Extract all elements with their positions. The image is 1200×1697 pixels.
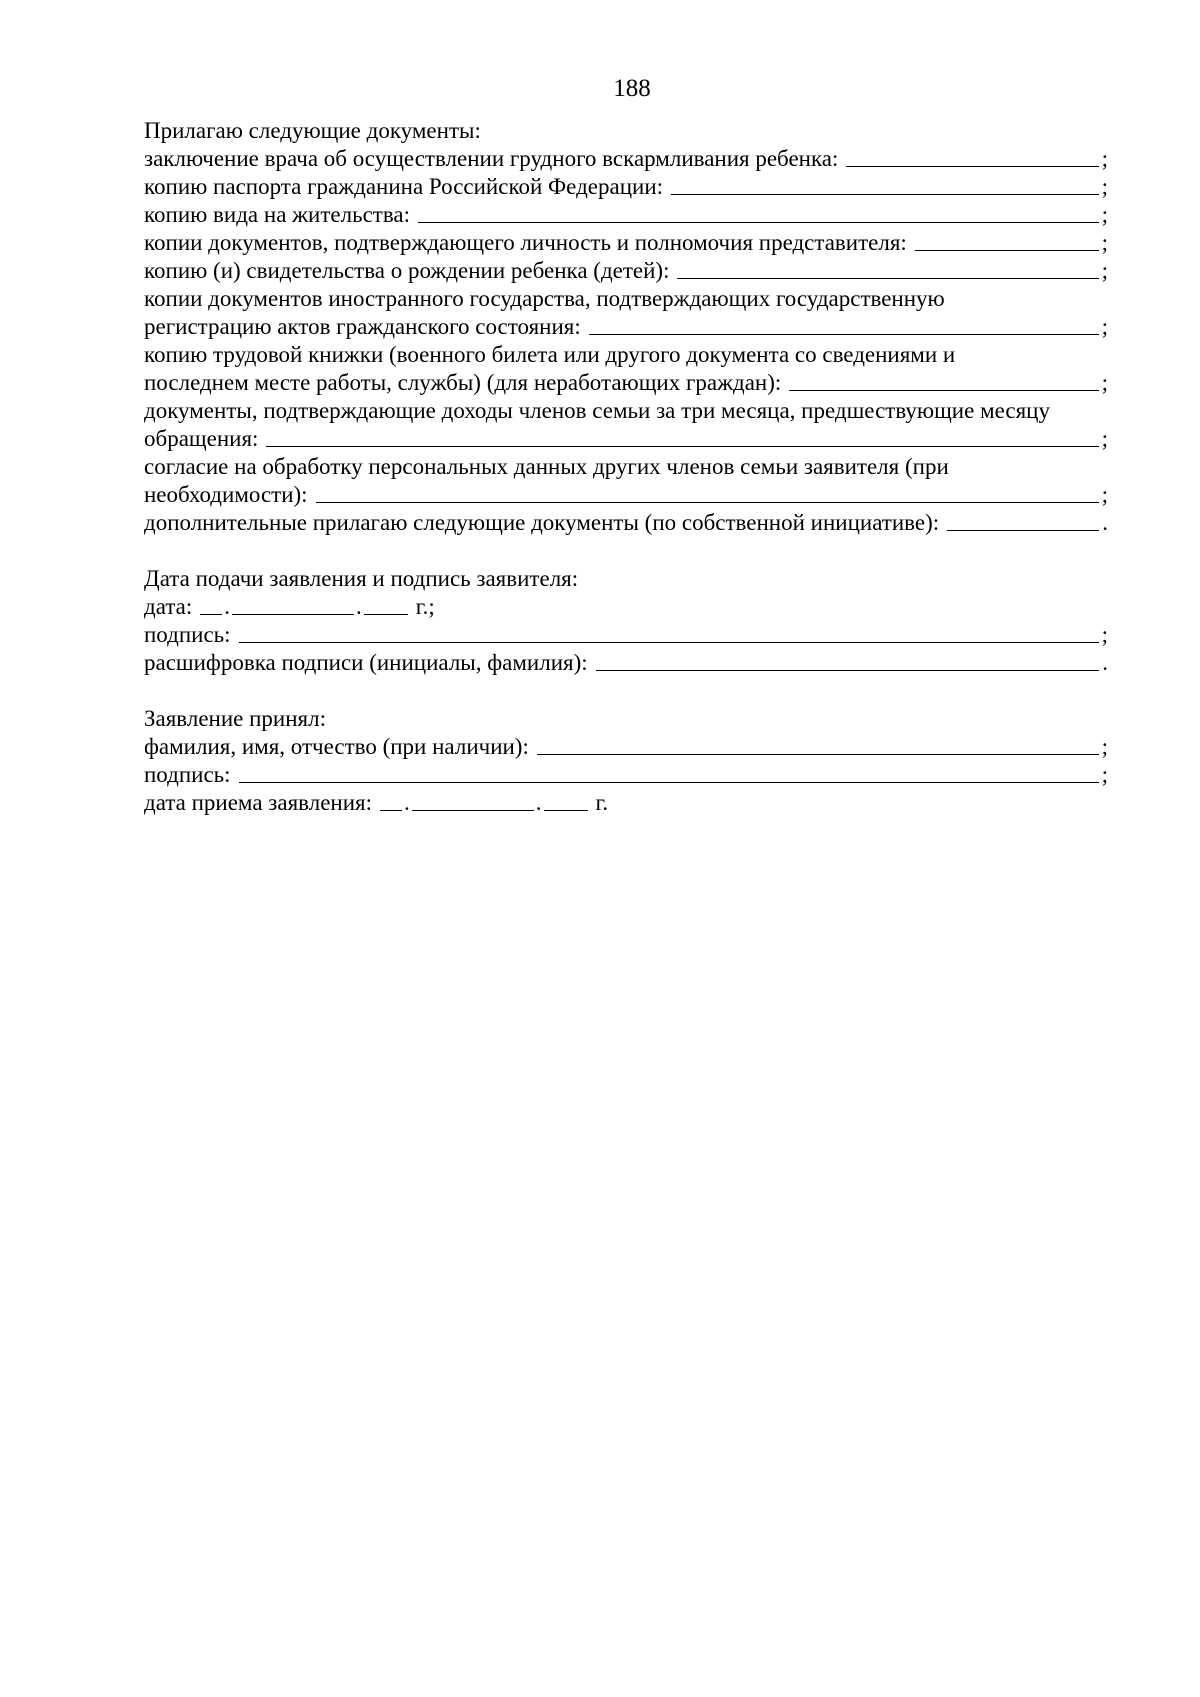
fio-field[interactable]	[537, 754, 1099, 755]
date-year-field[interactable]	[364, 614, 408, 615]
attachment-foreign-docs: регистрацию актов гражданского состояния: ;	[144, 314, 1108, 339]
fill-line[interactable]	[846, 166, 1098, 167]
signature-field[interactable]	[239, 782, 1099, 783]
attachment-residence-permit: копию вида на жительства: ;	[144, 202, 1108, 227]
attachment-passport: копию паспорта гражданина Российской Федерации: ;	[144, 174, 1108, 199]
fill-line[interactable]	[671, 194, 1099, 195]
date-month-field[interactable]	[232, 614, 354, 615]
submission-heading: Дата подачи заявления и подпись заявителя:	[144, 566, 579, 591]
fill-line[interactable]	[789, 390, 1098, 391]
attachment-breastfeeding: заключение врача об осуществлении грудного вскармливания ребенка: ;	[144, 146, 1108, 171]
submission-signature: подпись: ;	[144, 622, 1108, 647]
attachment-representative: копии документов, подтверждающего личность и полномочия представителя: ;	[144, 230, 1108, 255]
attachment-employment-line1: копию трудовой книжки (военного билета или другого документа со сведениями и	[144, 342, 956, 367]
attachment-consent: необходимости): ;	[144, 482, 1108, 507]
date-year-field[interactable]	[544, 810, 588, 811]
attachment-foreign-docs-line1: копии документов иностранного государства, подтверждающих государственную	[144, 286, 945, 311]
attachments-heading: Прилагаю следующие документы:	[144, 118, 481, 143]
decoding-field[interactable]	[596, 670, 1100, 671]
fill-line[interactable]	[418, 222, 1099, 223]
attachment-consent-line1: согласие на обработку персональных данных других членов семьи заявителя (при	[144, 454, 949, 479]
attachment-birth-certificate: копию (и) свидетельства о рождении ребенка (детей): ;	[144, 258, 1108, 283]
date-day-field[interactable]	[200, 614, 222, 615]
signature-field[interactable]	[239, 642, 1099, 643]
attachment-additional: дополнительные прилагаю следующие документы (по собственной инициативе): .	[144, 510, 1108, 535]
acceptance-date: дата приема заявления: . . г.	[144, 790, 609, 815]
acceptance-fio: фамилия, имя, отчество (при наличии): ;	[144, 734, 1108, 759]
acceptance-heading: Заявление принял:	[144, 706, 327, 731]
date-month-field[interactable]	[412, 810, 534, 811]
submission-date: дата: . . г.;	[144, 594, 435, 619]
application-form	[144, 117, 1108, 817]
page-number: 188	[613, 75, 651, 102]
date-day-field[interactable]	[380, 810, 402, 811]
fill-line[interactable]	[677, 278, 1098, 279]
fill-line[interactable]	[915, 250, 1099, 251]
submission-signature-decoding: расшифровка подписи (инициалы, фамилия): .	[144, 650, 1108, 675]
attachment-employment: последнем месте работы, службы) (для неработающих граждан): ;	[144, 370, 1108, 395]
fill-line[interactable]	[316, 502, 1099, 503]
attachment-income: обращения: ;	[144, 426, 1108, 451]
attachment-income-line1: документы, подтверждающие доходы членов семьи за три месяца, предшествующие месяцу	[144, 398, 1050, 423]
fill-line[interactable]	[947, 530, 1099, 531]
acceptance-signature: подпись: ;	[144, 762, 1108, 787]
fill-line[interactable]	[589, 334, 1099, 335]
fill-line[interactable]	[266, 446, 1098, 447]
